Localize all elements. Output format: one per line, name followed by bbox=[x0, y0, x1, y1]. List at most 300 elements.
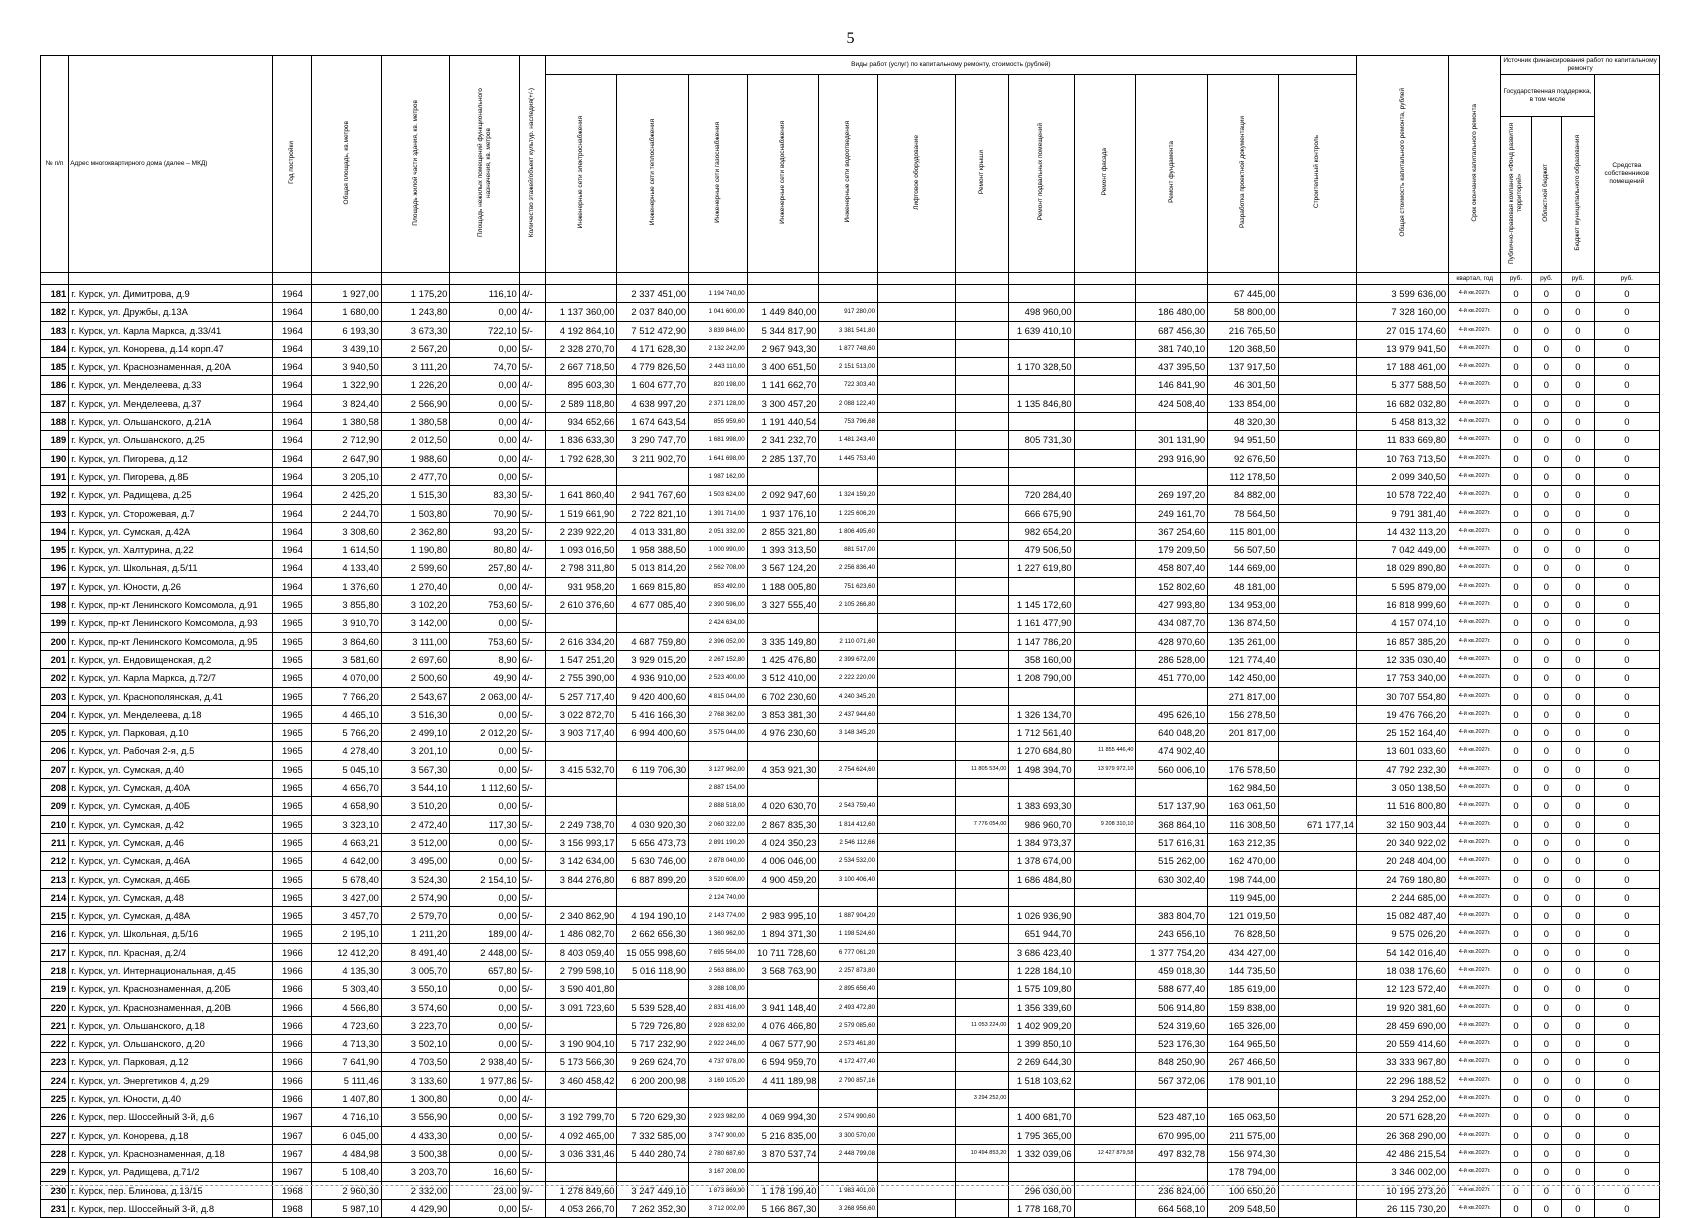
row-year: 1966 bbox=[273, 943, 312, 961]
row-living-area: 1 503,80 bbox=[381, 504, 449, 522]
row-floors: 6/- bbox=[519, 650, 545, 668]
row-address: г. Курск, ул. Ендовищенская, д.2 bbox=[69, 650, 273, 668]
row-source-amount: 0 bbox=[1531, 907, 1561, 925]
row-source-amount: 0 bbox=[1531, 522, 1561, 540]
table-row bbox=[41, 285, 1660, 303]
row-address: г. Курск, ул. Сумская, д.48 bbox=[69, 888, 273, 906]
row-work-cost: 2 790 857,16 bbox=[819, 1071, 878, 1089]
row-work-cost bbox=[878, 1053, 956, 1071]
row-living-area: 2 472,40 bbox=[381, 815, 449, 833]
row-floors: 5/- bbox=[519, 961, 545, 979]
row-work-cost bbox=[956, 1126, 1009, 1144]
row-work-cost: 5 166 867,30 bbox=[747, 1199, 819, 1217]
row-living-area: 2 574,90 bbox=[381, 888, 449, 906]
row-work-cost: 1 873 869,90 bbox=[689, 1181, 748, 1199]
row-total-cost: 19 476 766,20 bbox=[1356, 705, 1448, 723]
row-work-cost: 146 841,90 bbox=[1136, 376, 1208, 394]
row-work-cost bbox=[878, 980, 956, 998]
row-work-cost: 1 026 936,90 bbox=[1009, 907, 1074, 925]
row-source-amount: 0 bbox=[1531, 1090, 1561, 1108]
row-work-cost: 4 024 350,23 bbox=[747, 833, 819, 851]
row-living-area: 3 223,70 bbox=[381, 1016, 449, 1034]
row-work-cost bbox=[1278, 486, 1356, 504]
row-work-cost: 1 225 606,20 bbox=[819, 504, 878, 522]
row-work-cost: 2 983 995,10 bbox=[747, 907, 819, 925]
row-source-amount: 0 bbox=[1594, 669, 1659, 687]
row-work-cost: 3 335 149,80 bbox=[747, 632, 819, 650]
row-deadline: 4-й кв.2027г. bbox=[1449, 596, 1501, 614]
row-work-cost: 5 016 118,90 bbox=[617, 961, 689, 979]
row-address: г. Курск, пр-кт Ленинского Комсомола, д.93 bbox=[69, 614, 273, 632]
row-source-amount: 0 bbox=[1501, 467, 1531, 485]
row-work-cost: 4 069 994,30 bbox=[747, 1108, 819, 1126]
table-row bbox=[41, 943, 1660, 961]
row-work-cost bbox=[545, 1090, 617, 1108]
row-work-cost: 2 328 270,70 bbox=[545, 339, 617, 357]
row-source-amount: 0 bbox=[1594, 815, 1659, 833]
row-living-area: 3 574,60 bbox=[381, 998, 449, 1016]
row-work-cost: 459 018,30 bbox=[1136, 961, 1208, 979]
row-number: 207 bbox=[41, 760, 69, 778]
row-work-cost bbox=[1074, 559, 1136, 577]
row-work-cost: 3 127 962,00 bbox=[689, 760, 748, 778]
row-work-cost bbox=[1074, 449, 1136, 467]
row-work-cost bbox=[545, 1163, 617, 1181]
row-work-cost bbox=[1278, 961, 1356, 979]
row-work-cost: 1 326 134,70 bbox=[1009, 705, 1074, 723]
row-work-cost bbox=[956, 705, 1009, 723]
row-work-cost: 381 740,10 bbox=[1136, 339, 1208, 357]
row-work-cost bbox=[1278, 833, 1356, 851]
row-work-cost bbox=[1278, 449, 1356, 467]
row-source-amount: 0 bbox=[1562, 742, 1595, 760]
row-work-cost bbox=[956, 980, 1009, 998]
row-source-amount: 0 bbox=[1501, 724, 1531, 742]
row-work-cost bbox=[878, 449, 956, 467]
row-work-cost: 11 805 534,00 bbox=[956, 760, 1009, 778]
row-number: 184 bbox=[41, 339, 69, 357]
row-number: 190 bbox=[41, 449, 69, 467]
row-work-cost: 434 427,00 bbox=[1208, 943, 1279, 961]
row-source-amount: 0 bbox=[1594, 413, 1659, 431]
row-work-cost: 3 022 872,70 bbox=[545, 705, 617, 723]
row-work-cost: 524 319,60 bbox=[1136, 1016, 1208, 1034]
row-deadline: 4-й кв.2027г. bbox=[1449, 980, 1501, 998]
row-work-cost bbox=[819, 285, 878, 303]
row-living-area: 3 495,00 bbox=[381, 852, 449, 870]
row-work-cost: 78 564,50 bbox=[1208, 504, 1279, 522]
header-work-elevator: Лифтовое оборудование bbox=[878, 75, 956, 273]
row-work-cost: 3 686 423,40 bbox=[1009, 943, 1074, 961]
row-source-amount: 0 bbox=[1531, 961, 1561, 979]
row-work-cost bbox=[878, 522, 956, 540]
table-row bbox=[41, 888, 1660, 906]
row-source-amount: 0 bbox=[1594, 705, 1659, 723]
row-work-cost: 805 731,30 bbox=[1009, 431, 1074, 449]
row-work-cost: 4 053 266,70 bbox=[545, 1199, 617, 1217]
row-work-cost bbox=[956, 724, 1009, 742]
row-work-cost: 3 941 148,40 bbox=[747, 998, 819, 1016]
row-work-cost: 1 795 365,00 bbox=[1009, 1126, 1074, 1144]
row-work-cost bbox=[1009, 1090, 1074, 1108]
row-deadline: 4-й кв.2027г. bbox=[1449, 650, 1501, 668]
row-work-cost bbox=[878, 1163, 956, 1181]
row-work-cost: 2 257 873,80 bbox=[819, 961, 878, 979]
row-source-amount: 0 bbox=[1562, 815, 1595, 833]
row-work-cost: 1 445 753,40 bbox=[819, 449, 878, 467]
row-nonliving-area: 23,00 bbox=[450, 1181, 519, 1199]
row-address: г. Курск, ул. Краснознаменная, д.18 bbox=[69, 1144, 273, 1162]
row-work-cost bbox=[956, 321, 1009, 339]
row-work-cost: 2 443 110,00 bbox=[689, 358, 748, 376]
row-floors: 5/- bbox=[519, 339, 545, 357]
row-deadline: 4-й кв.2027г. bbox=[1449, 321, 1501, 339]
row-nonliving-area: 753,60 bbox=[450, 596, 519, 614]
row-source-amount: 0 bbox=[1531, 687, 1561, 705]
row-deadline: 4-й кв.2027г. bbox=[1449, 504, 1501, 522]
row-source-amount: 0 bbox=[1531, 1053, 1561, 1071]
row-number: 214 bbox=[41, 888, 69, 906]
row-total-area: 5 987,10 bbox=[312, 1199, 381, 1217]
row-source-amount: 0 bbox=[1531, 833, 1561, 851]
row-work-cost: 1 377 754,20 bbox=[1136, 943, 1208, 961]
row-nonliving-area: 0,00 bbox=[450, 577, 519, 595]
row-total-cost: 9 791 381,40 bbox=[1356, 504, 1448, 522]
row-work-cost bbox=[1074, 907, 1136, 925]
row-work-cost bbox=[545, 779, 617, 797]
row-living-area: 3 111,00 bbox=[381, 632, 449, 650]
row-source-amount: 0 bbox=[1501, 303, 1531, 321]
row-year: 1967 bbox=[273, 1126, 312, 1144]
row-floors: 5/- bbox=[519, 504, 545, 522]
row-number: 212 bbox=[41, 852, 69, 870]
row-deadline: 4-й кв.2027г. bbox=[1449, 705, 1501, 723]
header-state-support: Государственная поддержка, в том числе bbox=[1501, 75, 1594, 117]
row-living-area: 2 012,50 bbox=[381, 431, 449, 449]
row-address: г. Курск, ул. Краснополянская, д.41 bbox=[69, 687, 273, 705]
row-source-amount: 0 bbox=[1562, 833, 1595, 851]
row-address: г. Курск, ул. Халтурина, д.22 bbox=[69, 541, 273, 559]
row-total-area: 3 439,10 bbox=[312, 339, 381, 357]
row-work-cost bbox=[956, 943, 1009, 961]
page-number: 5 bbox=[846, 30, 855, 47]
row-total-area: 5 678,40 bbox=[312, 870, 381, 888]
row-work-cost: 720 284,40 bbox=[1009, 486, 1074, 504]
row-floors: 4/- bbox=[519, 1090, 545, 1108]
table-row bbox=[41, 815, 1660, 833]
table-row bbox=[41, 907, 1660, 925]
row-living-area: 2 543,67 bbox=[381, 687, 449, 705]
row-source-amount: 0 bbox=[1531, 925, 1561, 943]
row-work-cost bbox=[1074, 852, 1136, 870]
row-work-cost bbox=[878, 705, 956, 723]
row-total-cost: 28 459 690,00 bbox=[1356, 1016, 1448, 1034]
row-work-cost: 3 712 002,00 bbox=[689, 1199, 748, 1217]
row-work-cost: 6 887 899,20 bbox=[617, 870, 689, 888]
row-work-cost bbox=[1074, 1199, 1136, 1217]
row-work-cost: 3 568 763,90 bbox=[747, 961, 819, 979]
row-total-area: 5 111,46 bbox=[312, 1071, 381, 1089]
row-source-amount: 0 bbox=[1594, 925, 1659, 943]
row-nonliving-area: 657,80 bbox=[450, 961, 519, 979]
row-work-cost: 267 466,50 bbox=[1208, 1053, 1279, 1071]
row-work-cost: 855 959,60 bbox=[689, 413, 748, 431]
row-floors: 5/- bbox=[519, 1126, 545, 1144]
row-floors: 5/- bbox=[519, 1053, 545, 1071]
row-work-cost: 4 779 826,50 bbox=[617, 358, 689, 376]
row-total-area: 2 960,30 bbox=[312, 1181, 381, 1199]
table-row bbox=[41, 394, 1660, 412]
row-work-cost: 3 169 105,20 bbox=[689, 1071, 748, 1089]
row-address: г. Курск, пр-кт Ленинского Комсомола, д.95 bbox=[69, 632, 273, 650]
row-work-cost bbox=[1074, 797, 1136, 815]
row-work-cost bbox=[878, 303, 956, 321]
row-work-cost: 6 777 061,20 bbox=[819, 943, 878, 961]
row-work-cost: 2 110 071,60 bbox=[819, 632, 878, 650]
row-work-cost: 1 449 840,00 bbox=[747, 303, 819, 321]
row-year: 1964 bbox=[273, 358, 312, 376]
row-work-cost: 2 341 232,70 bbox=[747, 431, 819, 449]
row-work-cost: 1 481 243,40 bbox=[819, 431, 878, 449]
row-work-cost bbox=[956, 1071, 1009, 1089]
row-address: г. Курск, ул. Сторожевая, д.7 bbox=[69, 504, 273, 522]
row-floors: 4/- bbox=[519, 376, 545, 394]
row-source-amount: 0 bbox=[1501, 1090, 1531, 1108]
row-number: 222 bbox=[41, 1035, 69, 1053]
row-total-area: 2 712,90 bbox=[312, 431, 381, 449]
row-work-cost: 3 460 458,42 bbox=[545, 1071, 617, 1089]
row-deadline: 4-й кв.2027г. bbox=[1449, 522, 1501, 540]
row-total-area: 4 465,10 bbox=[312, 705, 381, 723]
row-work-cost: 11 053 224,00 bbox=[956, 1016, 1009, 1034]
table-row bbox=[41, 358, 1660, 376]
row-total-area: 3 940,50 bbox=[312, 358, 381, 376]
row-deadline: 4-й кв.2027г. bbox=[1449, 961, 1501, 979]
row-source-amount: 0 bbox=[1562, 1144, 1595, 1162]
row-work-cost bbox=[878, 852, 956, 870]
row-deadline: 4-й кв.2027г. bbox=[1449, 376, 1501, 394]
row-living-area: 2 500,60 bbox=[381, 669, 449, 687]
row-work-cost: 2 267 152,80 bbox=[689, 650, 748, 668]
row-address: г. Курск, ул. Менделеева, д.33 bbox=[69, 376, 273, 394]
row-source-amount: 0 bbox=[1562, 596, 1595, 614]
row-work-cost bbox=[617, 1163, 689, 1181]
table-row bbox=[41, 1181, 1660, 1199]
row-source-amount: 0 bbox=[1531, 596, 1561, 614]
row-total-cost: 5 377 588,50 bbox=[1356, 376, 1448, 394]
row-work-cost bbox=[878, 815, 956, 833]
row-source-amount: 0 bbox=[1501, 760, 1531, 778]
row-work-cost: 1 041 600,00 bbox=[689, 303, 748, 321]
header-work-roof: Ремонт крыши bbox=[956, 75, 1009, 273]
row-source-amount: 0 bbox=[1501, 504, 1531, 522]
row-work-cost bbox=[956, 870, 1009, 888]
row-total-cost: 7 328 160,00 bbox=[1356, 303, 1448, 321]
row-work-cost: 358 160,00 bbox=[1009, 650, 1074, 668]
row-work-cost: 479 506,50 bbox=[1009, 541, 1074, 559]
row-work-cost: 2 878 040,00 bbox=[689, 852, 748, 870]
row-nonliving-area: 257,80 bbox=[450, 559, 519, 577]
row-work-cost bbox=[1009, 449, 1074, 467]
row-number: 229 bbox=[41, 1163, 69, 1181]
row-source-amount: 0 bbox=[1562, 541, 1595, 559]
row-number: 182 bbox=[41, 303, 69, 321]
row-source-amount: 0 bbox=[1531, 724, 1561, 742]
row-living-area: 3 502,10 bbox=[381, 1035, 449, 1053]
row-source-amount: 0 bbox=[1594, 632, 1659, 650]
row-work-cost: 1 518 103,62 bbox=[1009, 1071, 1074, 1089]
row-source-amount: 0 bbox=[1562, 1090, 1595, 1108]
row-work-cost: 5 720 629,30 bbox=[617, 1108, 689, 1126]
row-work-cost bbox=[1278, 1199, 1356, 1217]
row-source-amount: 0 bbox=[1594, 797, 1659, 815]
row-work-cost bbox=[1074, 687, 1136, 705]
row-source-amount: 0 bbox=[1594, 285, 1659, 303]
row-work-cost bbox=[747, 980, 819, 998]
row-living-area: 4 429,90 bbox=[381, 1199, 449, 1217]
row-source-amount: 0 bbox=[1594, 870, 1659, 888]
row-total-cost: 2 244 685,00 bbox=[1356, 888, 1448, 906]
row-address: г. Курск, ул. Сумская, д.40Б bbox=[69, 797, 273, 815]
row-work-cost: 2 437 944,60 bbox=[819, 705, 878, 723]
row-address: г. Курск, ул. Краснознаменная, д.20А bbox=[69, 358, 273, 376]
header-living-area: Площадь жилой части здания, кв. метров bbox=[381, 56, 449, 273]
row-work-cost: 1 356 339,60 bbox=[1009, 998, 1074, 1016]
row-source-amount: 0 bbox=[1562, 449, 1595, 467]
row-work-cost: 1 383 693,30 bbox=[1009, 797, 1074, 815]
row-source-amount: 0 bbox=[1594, 394, 1659, 412]
row-work-cost bbox=[1074, 961, 1136, 979]
row-nonliving-area: 2 063,00 bbox=[450, 687, 519, 705]
row-work-cost: 383 804,70 bbox=[1136, 907, 1208, 925]
row-work-cost bbox=[1074, 376, 1136, 394]
row-work-cost: 4 013 331,80 bbox=[617, 522, 689, 540]
row-work-cost: 523 176,30 bbox=[1136, 1035, 1208, 1053]
row-work-cost bbox=[747, 742, 819, 760]
row-work-cost bbox=[1278, 669, 1356, 687]
row-total-area: 1 927,00 bbox=[312, 285, 381, 303]
row-work-cost: 2 396 052,00 bbox=[689, 632, 748, 650]
row-source-amount: 0 bbox=[1501, 852, 1531, 870]
row-number: 198 bbox=[41, 596, 69, 614]
row-work-cost bbox=[1136, 687, 1208, 705]
row-work-cost: 5 344 817,90 bbox=[747, 321, 819, 339]
row-source-amount: 0 bbox=[1594, 486, 1659, 504]
row-total-area: 5 766,20 bbox=[312, 724, 381, 742]
row-work-cost bbox=[956, 1199, 1009, 1217]
row-total-cost: 3 050 138,50 bbox=[1356, 779, 1448, 797]
row-work-cost: 2 124 740,00 bbox=[689, 888, 748, 906]
row-work-cost: 2 722 821,10 bbox=[617, 504, 689, 522]
row-floors: 5/- bbox=[519, 632, 545, 650]
row-total-cost: 47 792 232,30 bbox=[1356, 760, 1448, 778]
row-source-amount: 0 bbox=[1531, 760, 1561, 778]
row-deadline: 4-й кв.2027г. bbox=[1449, 760, 1501, 778]
row-living-area: 3 512,00 bbox=[381, 833, 449, 851]
row-source-amount: 0 bbox=[1594, 614, 1659, 632]
row-work-cost: 1 712 561,40 bbox=[1009, 724, 1074, 742]
row-total-area: 6 193,30 bbox=[312, 321, 381, 339]
table-row bbox=[41, 577, 1660, 595]
row-work-cost bbox=[819, 614, 878, 632]
row-number: 188 bbox=[41, 413, 69, 431]
row-address: г. Курск, ул. Ольшанского, д.20 bbox=[69, 1035, 273, 1053]
row-floors: 5/- bbox=[519, 852, 545, 870]
row-work-cost: 3 381 541,80 bbox=[819, 321, 878, 339]
row-work-cost: 15 055 998,60 bbox=[617, 943, 689, 961]
row-work-cost: 1 194 740,00 bbox=[689, 285, 748, 303]
row-work-cost bbox=[956, 376, 1009, 394]
row-source-amount: 0 bbox=[1531, 650, 1561, 668]
row-total-area: 1 376,60 bbox=[312, 577, 381, 595]
row-work-cost bbox=[878, 1199, 956, 1217]
row-living-area: 2 567,20 bbox=[381, 339, 449, 357]
row-work-cost: 1 324 159,20 bbox=[819, 486, 878, 504]
row-work-cost: 134 953,00 bbox=[1208, 596, 1279, 614]
row-source-amount: 0 bbox=[1531, 376, 1561, 394]
row-total-area: 4 133,40 bbox=[312, 559, 381, 577]
row-source-amount: 0 bbox=[1531, 1035, 1561, 1053]
row-work-cost bbox=[1009, 413, 1074, 431]
row-floors: 5/- bbox=[519, 888, 545, 906]
row-total-area: 2 647,90 bbox=[312, 449, 381, 467]
row-work-cost: 3 400 651,50 bbox=[747, 358, 819, 376]
row-work-cost bbox=[956, 1181, 1009, 1199]
row-living-area: 2 599,60 bbox=[381, 559, 449, 577]
row-work-cost bbox=[1074, 321, 1136, 339]
row-work-cost: 120 368,50 bbox=[1208, 339, 1279, 357]
row-total-cost: 9 575 026,20 bbox=[1356, 925, 1448, 943]
row-source-amount: 0 bbox=[1562, 779, 1595, 797]
row-source-amount: 0 bbox=[1531, 742, 1561, 760]
row-living-area: 3 510,20 bbox=[381, 797, 449, 815]
row-total-area: 7 641,90 bbox=[312, 1053, 381, 1071]
row-address: г. Курск, ул. Юности, д.40 bbox=[69, 1090, 273, 1108]
row-work-cost bbox=[747, 779, 819, 797]
row-work-cost: 2 337 451,00 bbox=[617, 285, 689, 303]
table-header bbox=[41, 56, 1660, 285]
row-address: г. Курск, ул. Радищева, д.25 bbox=[69, 486, 273, 504]
row-work-cost: 2 051 332,00 bbox=[689, 522, 748, 540]
row-year: 1967 bbox=[273, 1108, 312, 1126]
row-work-cost: 1 686 484,80 bbox=[1009, 870, 1074, 888]
row-work-cost: 640 048,20 bbox=[1136, 724, 1208, 742]
row-source-amount: 0 bbox=[1531, 504, 1561, 522]
row-nonliving-area: 0,00 bbox=[450, 1016, 519, 1034]
row-source-amount: 0 bbox=[1501, 833, 1531, 851]
row-nonliving-area: 0,00 bbox=[450, 1199, 519, 1217]
row-number: 202 bbox=[41, 669, 69, 687]
row-source-amount: 0 bbox=[1531, 541, 1561, 559]
row-work-cost bbox=[545, 467, 617, 485]
row-total-area: 3 323,10 bbox=[312, 815, 381, 833]
row-source-amount: 0 bbox=[1562, 669, 1595, 687]
row-address: г. Курск, ул. Дружбы, д.13А bbox=[69, 303, 273, 321]
row-work-cost: 1 806 495,60 bbox=[819, 522, 878, 540]
row-work-cost: 3 142 634,00 bbox=[545, 852, 617, 870]
table-row bbox=[41, 614, 1660, 632]
row-work-cost: 687 456,30 bbox=[1136, 321, 1208, 339]
row-source-amount: 0 bbox=[1501, 742, 1531, 760]
row-work-cost bbox=[1074, 504, 1136, 522]
row-total-area: 3 205,10 bbox=[312, 467, 381, 485]
row-work-cost bbox=[956, 394, 1009, 412]
row-work-cost bbox=[545, 1016, 617, 1034]
table-row bbox=[41, 1035, 1660, 1053]
row-total-area: 3 457,70 bbox=[312, 907, 381, 925]
row-total-area: 4 658,90 bbox=[312, 797, 381, 815]
table-row bbox=[41, 486, 1660, 504]
